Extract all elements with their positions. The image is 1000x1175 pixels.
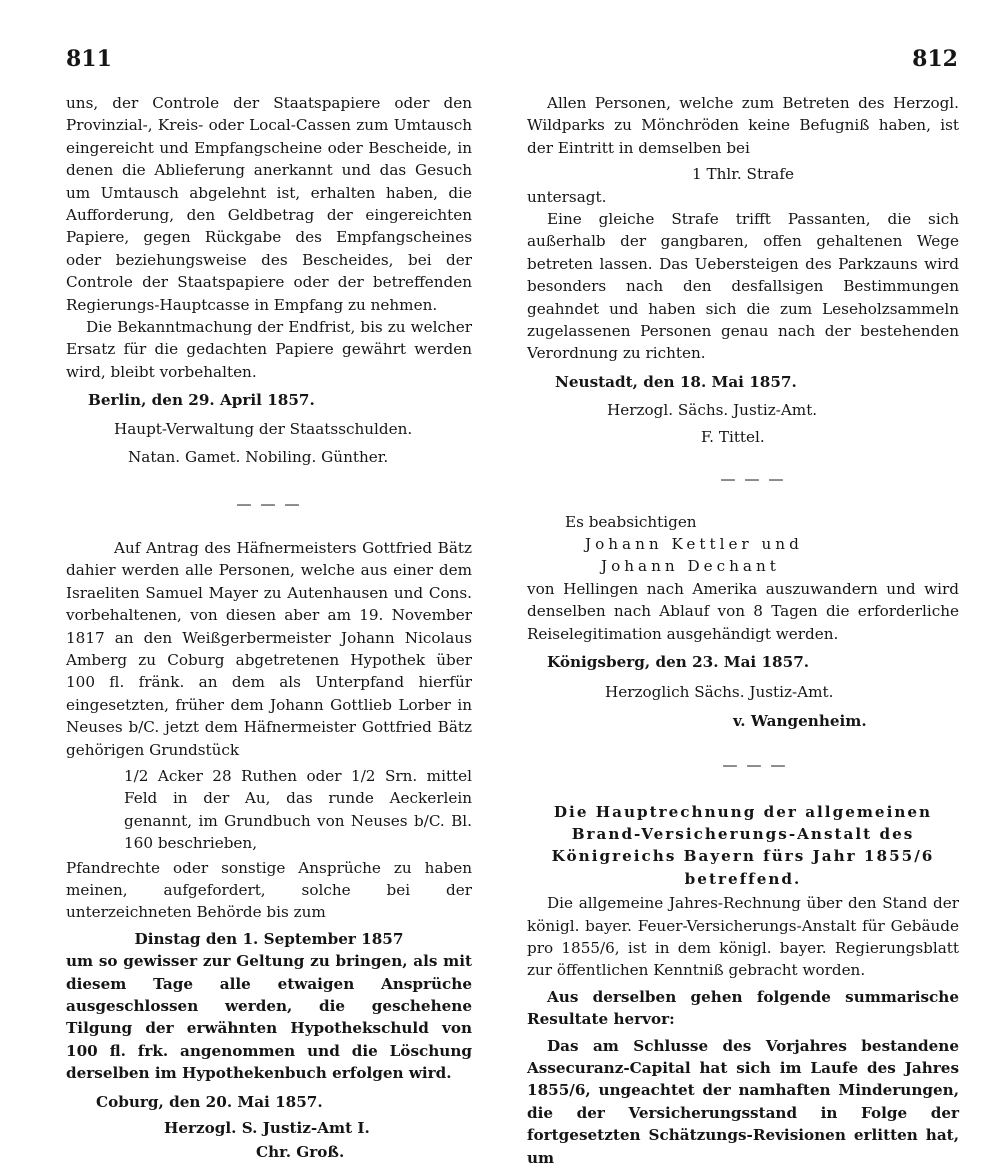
signature-names: F. Tittel. — [701, 427, 765, 446]
date-line: Berlin, den 29. April 1857. — [88, 391, 315, 410]
section-divider: — — — — [720, 470, 786, 489]
paragraph: Aus derselben gehen folgende summarische Resultate hervor: — [527, 987, 959, 1029]
section-heading: Die Hauptrechnung der allgemeinen Brand-Versicherungs-Anstalt des Königreichs Bayern fürs Jahr 1855/6 betreffend. — [551, 802, 935, 888]
paragraph: Die allgemeine Jahres-Rechnung über den Stand der königl. bayer. Feuer-Versicherungs-Anstalt für Gebäude pro 1855/6, ist in dem königl. bayer. Regierungsblatt zur öffentlichen Kenntniß gebracht worden. — [527, 894, 959, 980]
emigrant-name: Johann Kettler und — [585, 534, 803, 553]
deadline-line: Dinstag den 1. September 1857 — [134, 929, 404, 948]
authority-line: Herzogl. Sächs. Justiz-Amt. — [607, 401, 818, 420]
section-divider: — — — — [722, 756, 788, 775]
right-page-number: 812 — [912, 46, 958, 72]
paragraph: Eine gleiche Strafe trifft Passanten, die sich außerhalb der gangbaren, offen gehaltenen Wege betreten lassen. Das Uebersteigen des Parkzauns wird besonders nach den desfallsigen Bestimmungen geahndet und haben sich die zum Leseholzsammeln zugelassenen Personen genau nach der bestehenden Verordnung zu richten. — [527, 210, 959, 363]
authority-line: Haupt-Verwaltung der Staatsschulden. — [114, 419, 413, 438]
paragraph: Es beabsichtigen — [565, 512, 697, 531]
authority-line: Herzogl. S. Justiz-Amt I. — [164, 1119, 370, 1138]
paragraph: Pfandrechte oder sonstige Ansprüche zu haben meinen, aufgefordert, solche bei der unterzeichneten Behörde bis zum — [66, 858, 472, 922]
paragraph: um so gewisser zur Geltung zu bringen, als mit diesem Tage alle etwaigen Ansprüche ausgeschlossen werden, die geschehene Tilgung der erwähnten Hypothekschuld von 100 fl. frk. angenommen und die Löschung derselben im Hypothekenbuch erfolgen wird. — [66, 952, 472, 1083]
left-page-number: 811 — [66, 46, 112, 72]
authority-line: Herzoglich Sächs. Justiz-Amt. — [605, 683, 834, 702]
paragraph: Allen Personen, welche zum Betreten des Herzogl. Wildparks zu Mönchröden keine Befugniß haben, ist der Eintritt in demselben bei — [527, 94, 959, 157]
section-divider: — — — — [236, 494, 302, 513]
left-column — [66, 92, 472, 1164]
date-line: Neustadt, den 18. Mai 1857. — [555, 372, 797, 391]
date-line: Coburg, den 20. Mai 1857. — [96, 1092, 323, 1111]
signature-names: v. Wangenheim. — [733, 711, 867, 730]
paragraph: Das am Schlusse des Vorjahres bestandene Assecuranz-Capital hat sich im Laufe des Jahres 1855/6, ungeachtet der namhaften Minderungen, die der Versicherungsstand in Folge der fortgesetzten Schätzungs-Revisionen erlitten hat, um — [527, 1036, 959, 1167]
penalty-line: 1 Thlr. Strafe — [692, 165, 794, 184]
right-column — [527, 92, 959, 1169]
paragraph: untersagt. — [527, 187, 607, 206]
paragraph: uns, der Controle der Staatspapiere oder den Provinzial-, Kreis- oder Local-Cassen zum Umtausch eingereicht und Empfangscheine oder Bescheide, in denen die Ablieferung anerkannt und das Gesuch um Umtausch abgelehnt ist, erhalten haben, die Aufforderung, den Geldbetrag der eingereichten Papiere, gegen Rückgabe des Empfangscheines oder beziehungsweise des Bescheides, bei der Controle der Staatspapiere oder der betreffenden Regierungs-Hauptcasse in Empfang zu nehmen. — [66, 94, 472, 314]
signature-names: Chr. Groß. — [256, 1143, 345, 1162]
property-description: 1/2 Acker 28 Ruthen oder 1/2 Srn. mittel Feld in der Au, das runde Aeckerlein genannt, im Grundbuch von Neuses b/C. Bl. 160 beschrieben, — [124, 766, 472, 853]
date-line: Königsberg, den 23. Mai 1857. — [547, 652, 810, 671]
emigrant-name: Johann Dechant — [601, 557, 780, 576]
paragraph: Auf Antrag des Häfnermeisters Gottfried Bätz dahier werden alle Personen, welche aus einer dem Israeliten Samuel Mayer zu Autenhausen und Cons. vorbehaltenen, von diesen aber am 19. November 1817 an den Weißgerbermeister Johann Nicolaus Amberg zu Coburg abgetretenen Hypothek über 100 fl. fränk. an dem als Unterpfand hierfür eingesetzten, früher dem Johann Gottlieb Lorber in Neuses b/C. jetzt dem Häfnermeister Gottfried Bätz gehörigen Grundstück — [66, 538, 472, 759]
paragraph: von Hellingen nach Amerika auszuwandern und wird denselben nach Ablauf von 8 Tagen die erforderliche Reiselegitimation ausgehändigt werden. — [527, 579, 959, 643]
signature-names: Natan. Gamet. Nobiling. Günther. — [128, 448, 389, 467]
paragraph: Die Bekanntmachung der Endfrist, bis zu welcher Ersatz für die gedachten Papiere gewährt werden wird, bleibt vorbehalten. — [66, 318, 472, 381]
